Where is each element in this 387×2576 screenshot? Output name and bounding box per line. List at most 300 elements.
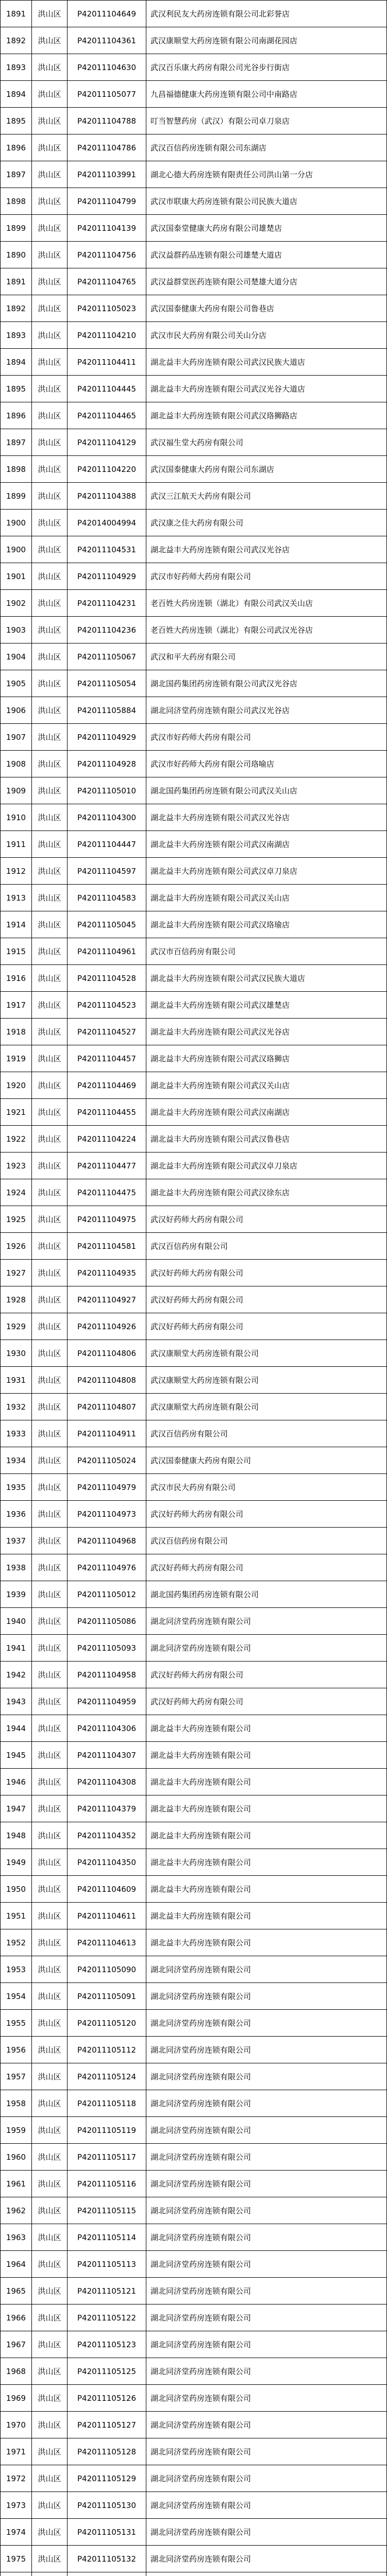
table-row: [1, 804, 387, 831]
row-number-cell: 1894: [1, 349, 32, 376]
district-cell: 洪山区: [32, 161, 68, 188]
license-code-cell: P42011104808: [68, 1367, 146, 1394]
district-cell: 洪山区: [32, 751, 68, 777]
table-row: [1, 590, 387, 617]
district-cell: 洪山区: [32, 1286, 68, 1313]
row-number-cell: 1920: [1, 1072, 32, 1099]
table-row: [1, 1715, 387, 1742]
license-code-cell: P42011104455: [68, 1099, 146, 1126]
license-code-cell: P42011104236: [68, 617, 146, 643]
row-number-cell: 1923: [1, 1153, 32, 1179]
license-code-cell: P42011104307: [68, 1742, 146, 1769]
row-number-cell: [1, 2572, 32, 2576]
district-cell: 洪山区: [32, 2063, 68, 2090]
row-number-cell: 1929: [1, 1313, 32, 1340]
table-row: [1, 2251, 387, 2278]
row-number-cell: 1927: [1, 1260, 32, 1286]
license-code-cell: P42011104445: [68, 376, 146, 402]
store-name-cell: 湖北同济堂药房连锁有限公司: [146, 2385, 387, 2412]
row-number-cell: 1910: [1, 804, 32, 831]
district-cell: 洪山区: [32, 2358, 68, 2385]
table-row: [1, 1019, 387, 1045]
district-cell: 洪山区: [32, 2304, 68, 2331]
district-cell: 洪山区: [32, 1554, 68, 1581]
table-row: [1, 1501, 387, 1528]
table-row: [1, 1822, 387, 1849]
license-code-cell: P42011104308: [68, 1769, 146, 1795]
license-code-cell: P42011105132: [68, 2546, 146, 2572]
row-number-cell: 1933: [1, 1420, 32, 1447]
license-code-cell: P42011104926: [68, 1313, 146, 1340]
row-number-cell: 1975: [1, 2546, 32, 2572]
store-name-cell: 湖北益丰大药房连锁有限公司武汉珞狮路店: [146, 402, 387, 429]
license-code-cell: P42011105121: [68, 2278, 146, 2304]
store-name-cell: 武汉益群药品连锁有限公司雄楚大道店: [146, 242, 387, 268]
store-name-cell: 武汉好药师大药房有限公司: [146, 1286, 387, 1313]
row-number-cell: 1892: [1, 27, 32, 54]
license-code-cell: P42011105131: [68, 2519, 146, 2546]
license-code-cell: P42011104786: [68, 134, 146, 161]
store-name-cell: 武汉市百信药房有限公司: [146, 938, 387, 965]
license-code-cell: P42011104976: [68, 1554, 146, 1581]
store-name-cell: 武汉好药师大药房有限公司: [146, 1554, 387, 1581]
row-number-cell: 1891: [1, 1, 32, 27]
license-code-cell: P42011105124: [68, 2063, 146, 2090]
district-cell: 洪山区: [32, 2546, 68, 2572]
table-row: [1, 643, 387, 670]
license-code-cell: P42011104788: [68, 108, 146, 134]
license-code-cell: P42011104527: [68, 1019, 146, 1045]
district-cell: 洪山区: [32, 188, 68, 215]
table-row: [1, 2144, 387, 2171]
row-number-cell: 1918: [1, 1019, 32, 1045]
row-number-cell: 1958: [1, 2090, 32, 2117]
row-number-cell: 1963: [1, 2224, 32, 2251]
district-cell: 洪山区: [32, 1126, 68, 1153]
store-name-cell: 武汉好药师大药房有限公司: [146, 1501, 387, 1528]
table-row: [1, 1, 387, 27]
district-cell: 洪山区: [32, 1394, 68, 1420]
table-row: [1, 992, 387, 1019]
store-name-cell: 武汉福生堂大药房有限公司: [146, 429, 387, 456]
store-name-cell: 湖北同济堂药房连锁有限公司: [146, 2224, 387, 2251]
row-number-cell: 1953: [1, 1956, 32, 1983]
table-row: [1, 1206, 387, 1233]
store-name-cell: 武汉利民友大药房连锁有限公司北彩誉店: [146, 1, 387, 27]
table-row: [1, 751, 387, 777]
table-row: [1, 2197, 387, 2224]
license-code-cell: P42011104475: [68, 1179, 146, 1206]
store-name-cell: 武汉市民大药房有限公司: [146, 1474, 387, 1501]
district-cell: 洪山区: [32, 1153, 68, 1179]
license-code-cell: P42011104927: [68, 1286, 146, 1313]
license-code-cell: [68, 2572, 146, 2576]
table-row: [1, 1099, 387, 1126]
store-name-cell: 武汉百信药房连锁有限公司东湖店: [146, 134, 387, 161]
license-code-cell: P42011105123: [68, 2331, 146, 2358]
district-cell: 洪山区: [32, 376, 68, 402]
row-number-cell: 1973: [1, 2492, 32, 2519]
license-code-cell: P42011104231: [68, 590, 146, 617]
row-number-cell: 1922: [1, 1126, 32, 1153]
license-code-cell: P42011105012: [68, 1581, 146, 1608]
table-row: [1, 2546, 387, 2572]
row-number-cell: 1902: [1, 590, 32, 617]
district-cell: 洪山区: [32, 1313, 68, 1340]
license-code-cell: P42011104523: [68, 992, 146, 1019]
store-name-cell: 湖北同济堂药房连锁有限公司: [146, 1956, 387, 1983]
district-cell: 洪山区: [32, 295, 68, 322]
store-name-cell: 湖北同济堂药房连锁有限公司: [146, 2010, 387, 2037]
store-name-cell: 湖北同济堂药房连锁有限公司: [146, 2197, 387, 2224]
district-cell: 洪山区: [32, 831, 68, 858]
store-name-cell: 湖北益丰大药房连锁有限公司: [146, 1929, 387, 1956]
store-name-cell: 武汉国泰健康大药房有限公司: [146, 1447, 387, 1474]
district-cell: 洪山区: [32, 2224, 68, 2251]
store-name-cell: 湖北同济堂药房连锁有限公司: [146, 2278, 387, 2304]
store-name-cell: 武汉好药师大药房有限公司: [146, 1260, 387, 1286]
row-number-cell: 1896: [1, 134, 32, 161]
store-name-cell: 湖北国药集团药房连锁有限公司武汉光谷店: [146, 670, 387, 697]
row-number-cell: 1924: [1, 1179, 32, 1206]
license-code-cell: P42011105114: [68, 2224, 146, 2251]
table-row: [1, 2010, 387, 2037]
table-row: [1, 54, 387, 81]
table-row: [1, 242, 387, 268]
row-number-cell: 1921: [1, 1099, 32, 1126]
store-name-cell: 武汉好药师大药房有限公司: [146, 1206, 387, 1233]
district-cell: 洪山区: [32, 2010, 68, 2037]
table-row: [1, 1153, 387, 1179]
store-name-cell: 湖北益丰大药房连锁有限公司武汉光谷店: [146, 804, 387, 831]
license-code-cell: P42011104597: [68, 858, 146, 885]
row-number-cell: 1906: [1, 697, 32, 724]
district-cell: 洪山区: [32, 1367, 68, 1394]
row-number-cell: 1898: [1, 188, 32, 215]
row-number-cell: 1942: [1, 1662, 32, 1688]
table-row: [1, 2358, 387, 2385]
district-cell: 洪山区: [32, 322, 68, 349]
row-number-cell: 1955: [1, 2010, 32, 2037]
table-row: [1, 938, 387, 965]
license-code-cell: P42011104979: [68, 1474, 146, 1501]
license-code-cell: P42011104306: [68, 1715, 146, 1742]
district-cell: 洪山区: [32, 1581, 68, 1608]
license-code-cell: P42011104756: [68, 242, 146, 268]
license-code-cell: P42014004994: [68, 510, 146, 536]
row-number-cell: 1943: [1, 1688, 32, 1715]
store-name-cell: 湖北益丰大药房连锁有限公司武汉光谷大道店: [146, 376, 387, 402]
table-row: [1, 1367, 387, 1394]
table-row: [1, 188, 387, 215]
store-name-cell: 湖北同济堂药房连锁有限公司: [146, 2063, 387, 2090]
table-row: [1, 2278, 387, 2304]
district-cell: 洪山区: [32, 938, 68, 965]
license-code-cell: P42011104611: [68, 1903, 146, 1929]
district-cell: 洪山区: [32, 911, 68, 938]
table-row: [1, 1849, 387, 1876]
row-number-cell: 1899: [1, 483, 32, 510]
row-number-cell: 1919: [1, 1045, 32, 1072]
store-name-cell: 湖北益丰大药房连锁有限公司武汉卓刀泉店: [146, 1153, 387, 1179]
license-code-cell: P42011105045: [68, 911, 146, 938]
license-code-cell: P42011105113: [68, 2251, 146, 2278]
store-name-cell: 湖北同济堂药房连锁有限公司: [146, 2358, 387, 2385]
table-row: [1, 1688, 387, 1715]
row-number-cell: 1935: [1, 1474, 32, 1501]
license-code-cell: P42011104959: [68, 1688, 146, 1715]
license-code-cell: P42011104975: [68, 1206, 146, 1233]
row-number-cell: 1934: [1, 1447, 32, 1474]
table-body: [1, 1, 387, 2576]
store-name-cell: 武汉好药师大药房有限公司: [146, 1313, 387, 1340]
store-name-cell: 湖北同济堂药房连锁有限公司: [146, 2546, 387, 2572]
table-row: [1, 1420, 387, 1447]
table-row: [1, 724, 387, 751]
row-number-cell: 1945: [1, 1742, 32, 1769]
table-row: [1, 1474, 387, 1501]
table-row: [1, 2304, 387, 2331]
district-cell: 洪山区: [32, 456, 68, 483]
district-cell: 洪山区: [32, 1260, 68, 1286]
license-code-cell: P42011104799: [68, 188, 146, 215]
row-number-cell: 1928: [1, 1286, 32, 1313]
license-code-cell: P42011105067: [68, 643, 146, 670]
store-name-cell: 湖北益丰大药房连锁有限公司武汉民族大道店: [146, 349, 387, 376]
district-cell: 洪山区: [32, 2037, 68, 2063]
license-code-cell: P42011104958: [68, 1662, 146, 1688]
store-name-cell: 湖北益丰大药房连锁有限公司: [146, 1715, 387, 1742]
table-row: [1, 617, 387, 643]
table-row: [1, 456, 387, 483]
row-number-cell: 1912: [1, 858, 32, 885]
store-name-cell: 湖北同济堂药房连锁有限公司: [146, 2331, 387, 2358]
license-code-cell: P42011104928: [68, 751, 146, 777]
row-number-cell: 1911: [1, 831, 32, 858]
row-number-cell: 1952: [1, 1929, 32, 1956]
store-name-cell: 老百姓大药房连锁（湖北）有限公司武汉关山店: [146, 590, 387, 617]
store-name-cell: 武汉市联康大药房连锁有限公司民族大道店: [146, 188, 387, 215]
table-row: [1, 27, 387, 54]
district-cell: 洪山区: [32, 349, 68, 376]
table-row: [1, 1286, 387, 1313]
store-name-cell: 湖北同济堂药房连锁有限公司: [146, 2090, 387, 2117]
row-number-cell: 1936: [1, 1501, 32, 1528]
store-name-cell: 九昌福德健康大药房连锁有限公司中南路店: [146, 81, 387, 108]
district-cell: 洪山区: [32, 1742, 68, 1769]
store-name-cell: 老百姓大药房连锁（湖北）有限公司武汉光谷店: [146, 617, 387, 643]
table-row: [1, 1340, 387, 1367]
district-cell: 洪山区: [32, 2251, 68, 2278]
row-number-cell: 1966: [1, 2304, 32, 2331]
row-number-cell: 1971: [1, 2438, 32, 2465]
store-name-cell: 武汉和平大药房有限公司: [146, 643, 387, 670]
row-number-cell: 1893: [1, 54, 32, 81]
license-code-cell: P42011104379: [68, 1795, 146, 1822]
district-cell: 洪山区: [32, 1099, 68, 1126]
store-name-cell: 湖北益丰大药房连锁有限公司: [146, 1769, 387, 1795]
row-number-cell: 1939: [1, 1581, 32, 1608]
table-row: [1, 697, 387, 724]
district-cell: 洪山区: [32, 777, 68, 804]
district-cell: 洪山区: [32, 134, 68, 161]
store-name-cell: 湖北益丰大药房连锁有限公司武汉珞狮店: [146, 1045, 387, 1072]
store-name-cell: 武汉康之佳大药房有限公司: [146, 510, 387, 536]
district-cell: 洪山区: [32, 1795, 68, 1822]
store-name-cell: 湖北同济堂药房连锁有限公司: [146, 2412, 387, 2438]
store-name-cell: 湖北同济堂药房连锁有限公司: [146, 2492, 387, 2519]
store-name-cell: 湖北益丰大药房连锁有限公司武汉光谷店: [146, 1019, 387, 1045]
license-code-cell: P42011104961: [68, 938, 146, 965]
store-name-cell: 湖北同济堂药房连锁有限公司: [146, 1608, 387, 1635]
table-row: [1, 402, 387, 429]
row-number-cell: 1915: [1, 938, 32, 965]
store-name-cell: 湖北益丰大药房连锁有限公司武汉民族大道店: [146, 965, 387, 992]
row-number-cell: 1969: [1, 2385, 32, 2412]
license-code-cell: P42011104361: [68, 27, 146, 54]
row-number-cell: 1944: [1, 1715, 32, 1742]
table-row: [1, 349, 387, 376]
district-cell: 洪山区: [32, 1929, 68, 1956]
row-number-cell: 1894: [1, 81, 32, 108]
table-row: [1, 885, 387, 911]
district-cell: 洪山区: [32, 1179, 68, 1206]
table-row: [1, 2224, 387, 2251]
store-name-cell: 武汉康顺堂大药房连锁有限公司: [146, 1394, 387, 1420]
table-row: [1, 1742, 387, 1769]
district-cell: 洪山区: [32, 1822, 68, 1849]
district-cell: 洪山区: [32, 2438, 68, 2465]
district-cell: [32, 2572, 68, 2576]
row-number-cell: 1940: [1, 1608, 32, 1635]
district-cell: 洪山区: [32, 1, 68, 27]
license-code-cell: P42011105122: [68, 2304, 146, 2331]
district-cell: 洪山区: [32, 2492, 68, 2519]
table-row: [1, 1554, 387, 1581]
row-number-cell: 1913: [1, 885, 32, 911]
license-code-cell: P42011104911: [68, 1420, 146, 1447]
license-code-cell: P42011105126: [68, 2385, 146, 2412]
table-row: [1, 268, 387, 295]
table-row: [1, 2117, 387, 2144]
store-name-cell: 湖北同济堂药房连锁有限公司: [146, 2519, 387, 2546]
row-number-cell: 1895: [1, 376, 32, 402]
table-row: [1, 777, 387, 804]
district-cell: 洪山区: [32, 429, 68, 456]
license-code-cell: P42011105884: [68, 697, 146, 724]
table-row: [1, 2412, 387, 2438]
license-code-cell: P42011105054: [68, 670, 146, 697]
row-number-cell: 1968: [1, 2358, 32, 2385]
table-row: [1, 911, 387, 938]
license-code-cell: P42011104350: [68, 1849, 146, 1876]
district-cell: 洪山区: [32, 1233, 68, 1260]
district-cell: 洪山区: [32, 1903, 68, 1929]
district-cell: 洪山区: [32, 1662, 68, 1688]
table-row: [1, 2063, 387, 2090]
district-cell: 洪山区: [32, 965, 68, 992]
store-name-cell: 武汉康顺堂大药房连锁有限公司: [146, 1367, 387, 1394]
table-row: [1, 108, 387, 134]
license-code-cell: P42011105093: [68, 1635, 146, 1662]
table-row: [1, 1394, 387, 1420]
table-row: [1, 831, 387, 858]
store-name-cell: 湖北益丰大药房连锁有限公司: [146, 1849, 387, 1876]
table-row: [1, 2465, 387, 2492]
store-name-cell: [146, 2572, 387, 2576]
store-name-cell: 湖北同济堂药房连锁有限公司: [146, 1635, 387, 1662]
row-number-cell: 1964: [1, 2251, 32, 2278]
row-number-cell: 1900: [1, 510, 32, 536]
district-cell: 洪山区: [32, 617, 68, 643]
district-cell: 洪山区: [32, 2465, 68, 2492]
row-number-cell: 1892: [1, 295, 32, 322]
district-cell: 洪山区: [32, 1447, 68, 1474]
row-number-cell: 1948: [1, 1822, 32, 1849]
license-code-cell: P42011104929: [68, 563, 146, 590]
table-row: [1, 1447, 387, 1474]
table-row: [1, 1769, 387, 1795]
row-number-cell: 1974: [1, 2519, 32, 2546]
store-name-cell: 湖北同济堂药房连锁有限公司: [146, 2465, 387, 2492]
license-code-cell: P42011104139: [68, 215, 146, 242]
table-row: [1, 1233, 387, 1260]
store-name-cell: 武汉好药师大药房有限公司: [146, 1662, 387, 1688]
table-row: [1, 563, 387, 590]
store-name-cell: 湖北益丰大药房连锁有限公司武汉南湖店: [146, 831, 387, 858]
district-cell: 洪山区: [32, 1688, 68, 1715]
license-code-cell: P42011104129: [68, 429, 146, 456]
store-name-cell: 湖北益丰大药房连锁有限公司武汉关山店: [146, 1072, 387, 1099]
license-code-cell: P42011104477: [68, 1153, 146, 1179]
table-row: [1, 1581, 387, 1608]
row-number-cell: 1925: [1, 1206, 32, 1233]
district-cell: 洪山区: [32, 81, 68, 108]
row-number-cell: 1970: [1, 2412, 32, 2438]
license-code-cell: P42011104531: [68, 536, 146, 563]
district-cell: 洪山区: [32, 1608, 68, 1635]
license-code-cell: P42011105125: [68, 2358, 146, 2385]
row-number-cell: 1909: [1, 777, 32, 804]
row-number-cell: 1897: [1, 161, 32, 188]
license-code-cell: P42011104528: [68, 965, 146, 992]
row-number-cell: 1972: [1, 2465, 32, 2492]
license-code-cell: P42011105130: [68, 2492, 146, 2519]
district-cell: 洪山区: [32, 1956, 68, 1983]
license-code-cell: P42011105023: [68, 295, 146, 322]
row-number-cell: 1947: [1, 1795, 32, 1822]
district-cell: 洪山区: [32, 1769, 68, 1795]
district-cell: 洪山区: [32, 858, 68, 885]
store-name-cell: 湖北益丰大药房连锁有限公司武汉雄楚店: [146, 992, 387, 1019]
district-cell: 洪山区: [32, 510, 68, 536]
district-cell: 洪山区: [32, 2519, 68, 2546]
store-name-cell: 武汉市民大药房有限公司关山分店: [146, 322, 387, 349]
district-cell: 洪山区: [32, 27, 68, 54]
table-row: [1, 2492, 387, 2519]
district-cell: 洪山区: [32, 2278, 68, 2304]
district-cell: 洪山区: [32, 563, 68, 590]
store-name-cell: 湖北益丰大药房连锁有限公司: [146, 1903, 387, 1929]
table-row: [1, 161, 387, 188]
row-number-cell: 1930: [1, 1340, 32, 1367]
table-row: [1, 2519, 387, 2546]
store-name-cell: 武汉国泰堂健康大药房有限公司雄楚店: [146, 215, 387, 242]
license-code-cell: P42011104973: [68, 1501, 146, 1528]
license-code-cell: P42011105118: [68, 2090, 146, 2117]
license-code-cell: P42011105090: [68, 1956, 146, 1983]
license-code-cell: P42011104649: [68, 1, 146, 27]
